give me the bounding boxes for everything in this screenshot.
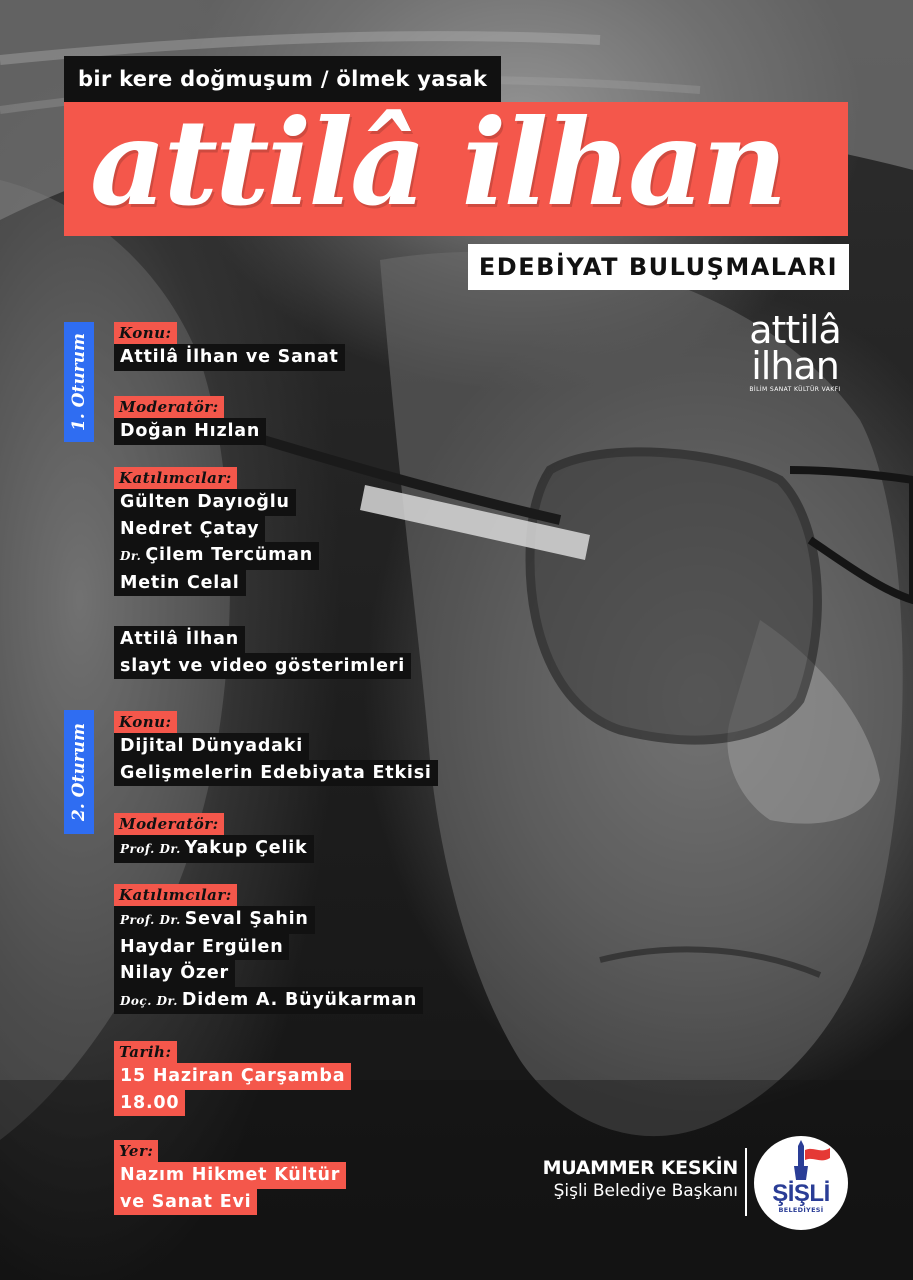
participant: Nedret Çatay [114,516,265,543]
session-2-tag [64,710,94,834]
participant: Dr. Çilem Tercüman [114,542,319,570]
topic-label: Konu: [114,711,177,733]
date-text: 15 Haziran Çarşamba [114,1063,351,1090]
session-2-topic [114,711,438,786]
sponsor-divider [745,1148,747,1216]
session-1-extra [114,626,411,679]
badge-name: ŞİŞLİ [772,1180,830,1207]
extra-line: slayt ve video gösterimleri [114,653,411,680]
mayor-title: Şişli Belediye Başkanı [553,1181,738,1201]
topic-text: Dijital Dünyadaki [114,733,309,760]
badge-sub: BELEDİYESİ [778,1206,824,1214]
moderator-label: Moderatör: [114,813,224,835]
participant: Gülten Dayıoğlu [114,489,296,516]
session-1-topic [114,322,345,371]
topic-text: Gelişmelerin Edebiyata Etkisi [114,760,438,787]
session-2-label: 2. Oturum [69,723,89,821]
place-label: Yer: [114,1140,158,1162]
participant-title: Prof. Dr. [120,913,181,927]
date-label: Tarih: [114,1041,177,1063]
poster-subtitle: EDEBİYAT BULUŞMALARI [468,244,849,290]
participants-label: Katılımcılar: [114,884,237,906]
sisli-municipality-logo [754,1136,848,1230]
topic-text: Attilâ İlhan ve Sanat [114,344,345,371]
mayor-credit [520,1156,738,1202]
place-text: ve Sanat Evi [114,1189,257,1216]
participant-title: Doç. Dr. [120,993,178,1008]
topic-label: Konu: [114,322,177,344]
session-2-participants [114,884,423,1014]
moderator-name: Prof. Dr. Yakup Çelik [114,835,314,863]
poster-title: attilâ ilhan [90,93,785,232]
participant: Haydar Ergülen [114,934,289,961]
logo-line-2: ilhan [751,344,839,388]
participant: Metin Celal [114,570,246,597]
session-1-label: 1. Oturum [69,333,89,431]
extra-line: Attilâ İlhan [114,626,245,653]
tagline: bir kere doğmuşum / ölmek yasak [64,56,501,102]
session-1-moderator [114,396,266,445]
place-text: Nazım Hikmet Kültür [114,1162,346,1189]
moderator-label: Moderatör: [114,396,224,418]
participants-label: Katılımcılar: [114,467,237,489]
session-1-tag [64,322,94,442]
logo-line-3: BİLİM SANAT KÜLTÜR VAKFI [749,386,841,393]
event-date [114,1041,351,1116]
foundation-logo [730,308,860,393]
participant: Nilay Özer [114,960,235,987]
participant-title: Dr. [120,549,142,563]
participant: Prof. Dr. Seval Şahin [114,906,315,934]
participant: Doç. Dr. Didem A. Büyükarman [114,987,423,1015]
moderator-title: Prof. Dr. [120,842,181,856]
logo-line-1: attilâ [749,308,841,352]
time-text: 18.00 [114,1090,185,1117]
moderator-name: Doğan Hızlan [114,418,266,445]
mayor-name: MUAMMER KESKİN [542,1157,738,1179]
session-2-moderator [114,813,314,863]
event-place [114,1140,346,1215]
session-1-participants [114,467,319,596]
